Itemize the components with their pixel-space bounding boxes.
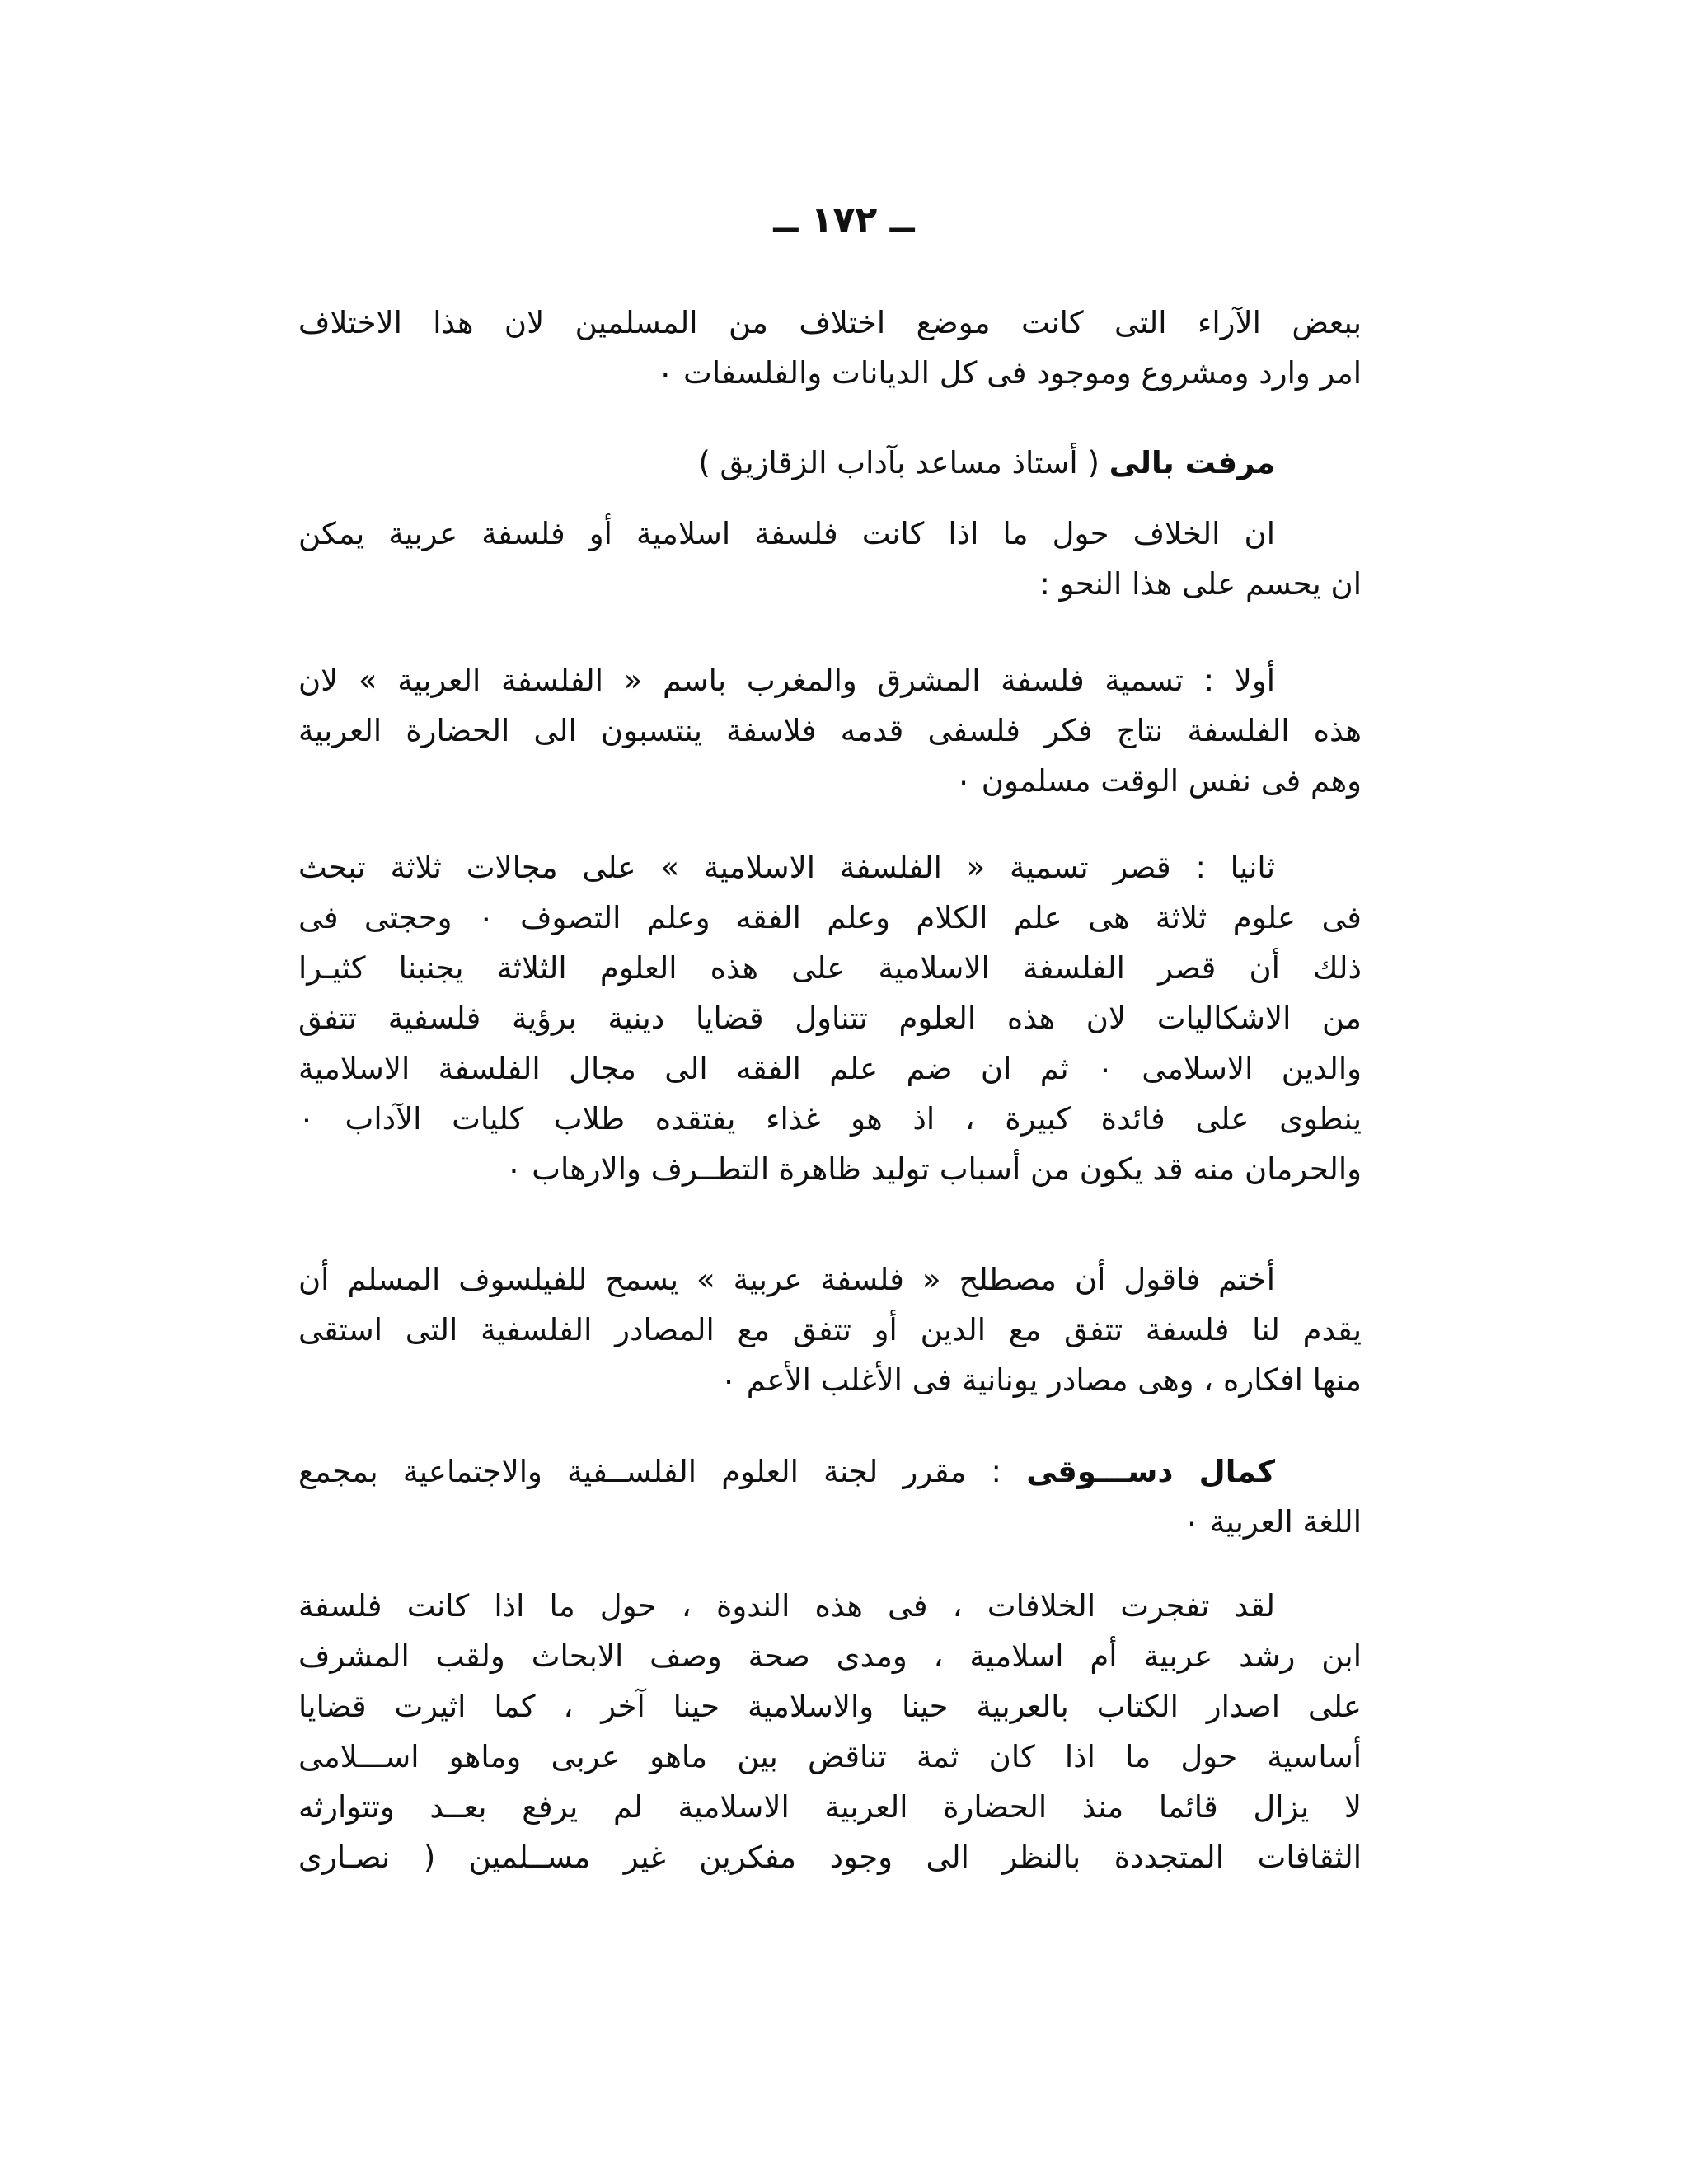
speaker-title: ( أستاذ مساعد بآداب الزقازيق ) xyxy=(698,445,1109,480)
text-line: ان يحسم على هذا النحو : xyxy=(1039,566,1362,602)
text-line: ابن رشد عربية أم اسلامية ، ومدى صحة وصف الابحاث ولقب المشرف xyxy=(298,1638,1362,1674)
text-line: هذه الفلسفة نتاج فكر فلسفى قدمه فلاسفة ينتسبون الى الحضارة العربية xyxy=(298,713,1362,748)
text-line: ينطوى على فائدة كبيرة ، اذ هو غذاء يفتقده طلاب كليات الآداب ٠ xyxy=(298,1101,1362,1137)
paragraph xyxy=(298,509,1362,609)
paragraph xyxy=(298,1254,1362,1405)
speaker-name: مرفت بالى xyxy=(1109,445,1275,480)
speaker-heading xyxy=(298,438,1362,488)
page-number: ــ ١٧٢ ــ xyxy=(773,199,915,241)
paragraph xyxy=(298,655,1362,806)
text-line: لا يزال قائما منذ الحضارة العربية الاسلامية لم يرفع بعــد وتتوارثه xyxy=(298,1789,1362,1825)
text-line: ثانيا : قصر تسمية « الفلسفة الاسلامية » على مجالات ثلاثة تبحث xyxy=(298,850,1275,885)
text-line xyxy=(298,438,1275,488)
text-line: فى علوم ثلاثة هى علم الكلام وعلم الفقه وعلم التصوف ٠ وحجتى فى xyxy=(298,900,1362,935)
text-line: اللغة العربية ٠ xyxy=(1183,1504,1362,1540)
text-line: ببعض الآراء التى كانت موضع اختلاف من المسلمين لان هذا الاختلاف xyxy=(298,305,1362,340)
text-line: من الاشكاليات لان هذه العلوم تتناول قضايا دينية برؤية فلسفية تتفق xyxy=(298,1001,1362,1036)
text-line: أساسية حول ما اذا كان ثمة تناقض بين ماهو عربى وماهو اســـلامى xyxy=(298,1739,1362,1774)
speaker-name: كمال دســـوقى xyxy=(1026,1454,1276,1489)
speaker-title: : مقرر لجنة العلوم الفلســفية والاجتماعية بمجمع xyxy=(298,1454,1027,1489)
text-line: امر وارد ومشروع وموجود فى كل الديانات والفلسفات ٠ xyxy=(657,355,1362,391)
speaker-paragraph xyxy=(298,1446,1362,1547)
text-line: على اصدار الكتاب بالعربية حينا والاسلامية حينا آخر ، كما اثيرت قضايا xyxy=(298,1689,1362,1724)
text-line: والدين الاسلامى ٠ ثم ان ضم علم الفقه الى مجال الفلسفة الاسلامية xyxy=(298,1051,1362,1086)
paragraph xyxy=(298,842,1362,1194)
text-line: ذلك أن قصر الفلسفة الاسلامية على هذه العلوم الثلاثة يجنبنا كثيـرا xyxy=(298,950,1362,986)
text-line: أختم فاقول أن مصطلح « فلسفة عربية » يسمح للفيلسوف المسلم أن xyxy=(298,1262,1275,1297)
body-text xyxy=(298,0,1362,2184)
paragraph xyxy=(298,1581,1362,1882)
text-line: يقدم لنا فلسفة تتفق مع الدين أو تتفق مع المصادر الفلسفية التى استقى xyxy=(298,1312,1362,1347)
text-line: لقد تفجرت الخلافات ، فى هذه الندوة ، حول ما اذا كانت فلسفة xyxy=(298,1588,1275,1624)
paragraph xyxy=(298,298,1362,398)
text-line: ان الخلاف حول ما اذا كانت فلسفة اسلامية أو فلسفة عربية يمكن xyxy=(298,516,1275,551)
text-line: والحرمان منه قد يكون من أسباب توليد ظاهرة التطــرف والارهاب ٠ xyxy=(505,1151,1362,1187)
text-line: الثقافات المتجددة بالنظر الى وجود مفكرين غير مســلمين ( نصـارى xyxy=(298,1840,1362,1875)
text-line: أولا : تسمية فلسفة المشرق والمغرب باسم « الفلسفة العربية » لان xyxy=(298,663,1275,698)
text-line: منها افكاره ، وهى مصادر يونانية فى الأغلب الأعم ٠ xyxy=(720,1362,1362,1398)
text-line: وهم فى نفس الوقت مسلمون ٠ xyxy=(955,763,1362,799)
text-line xyxy=(298,1446,1362,1497)
